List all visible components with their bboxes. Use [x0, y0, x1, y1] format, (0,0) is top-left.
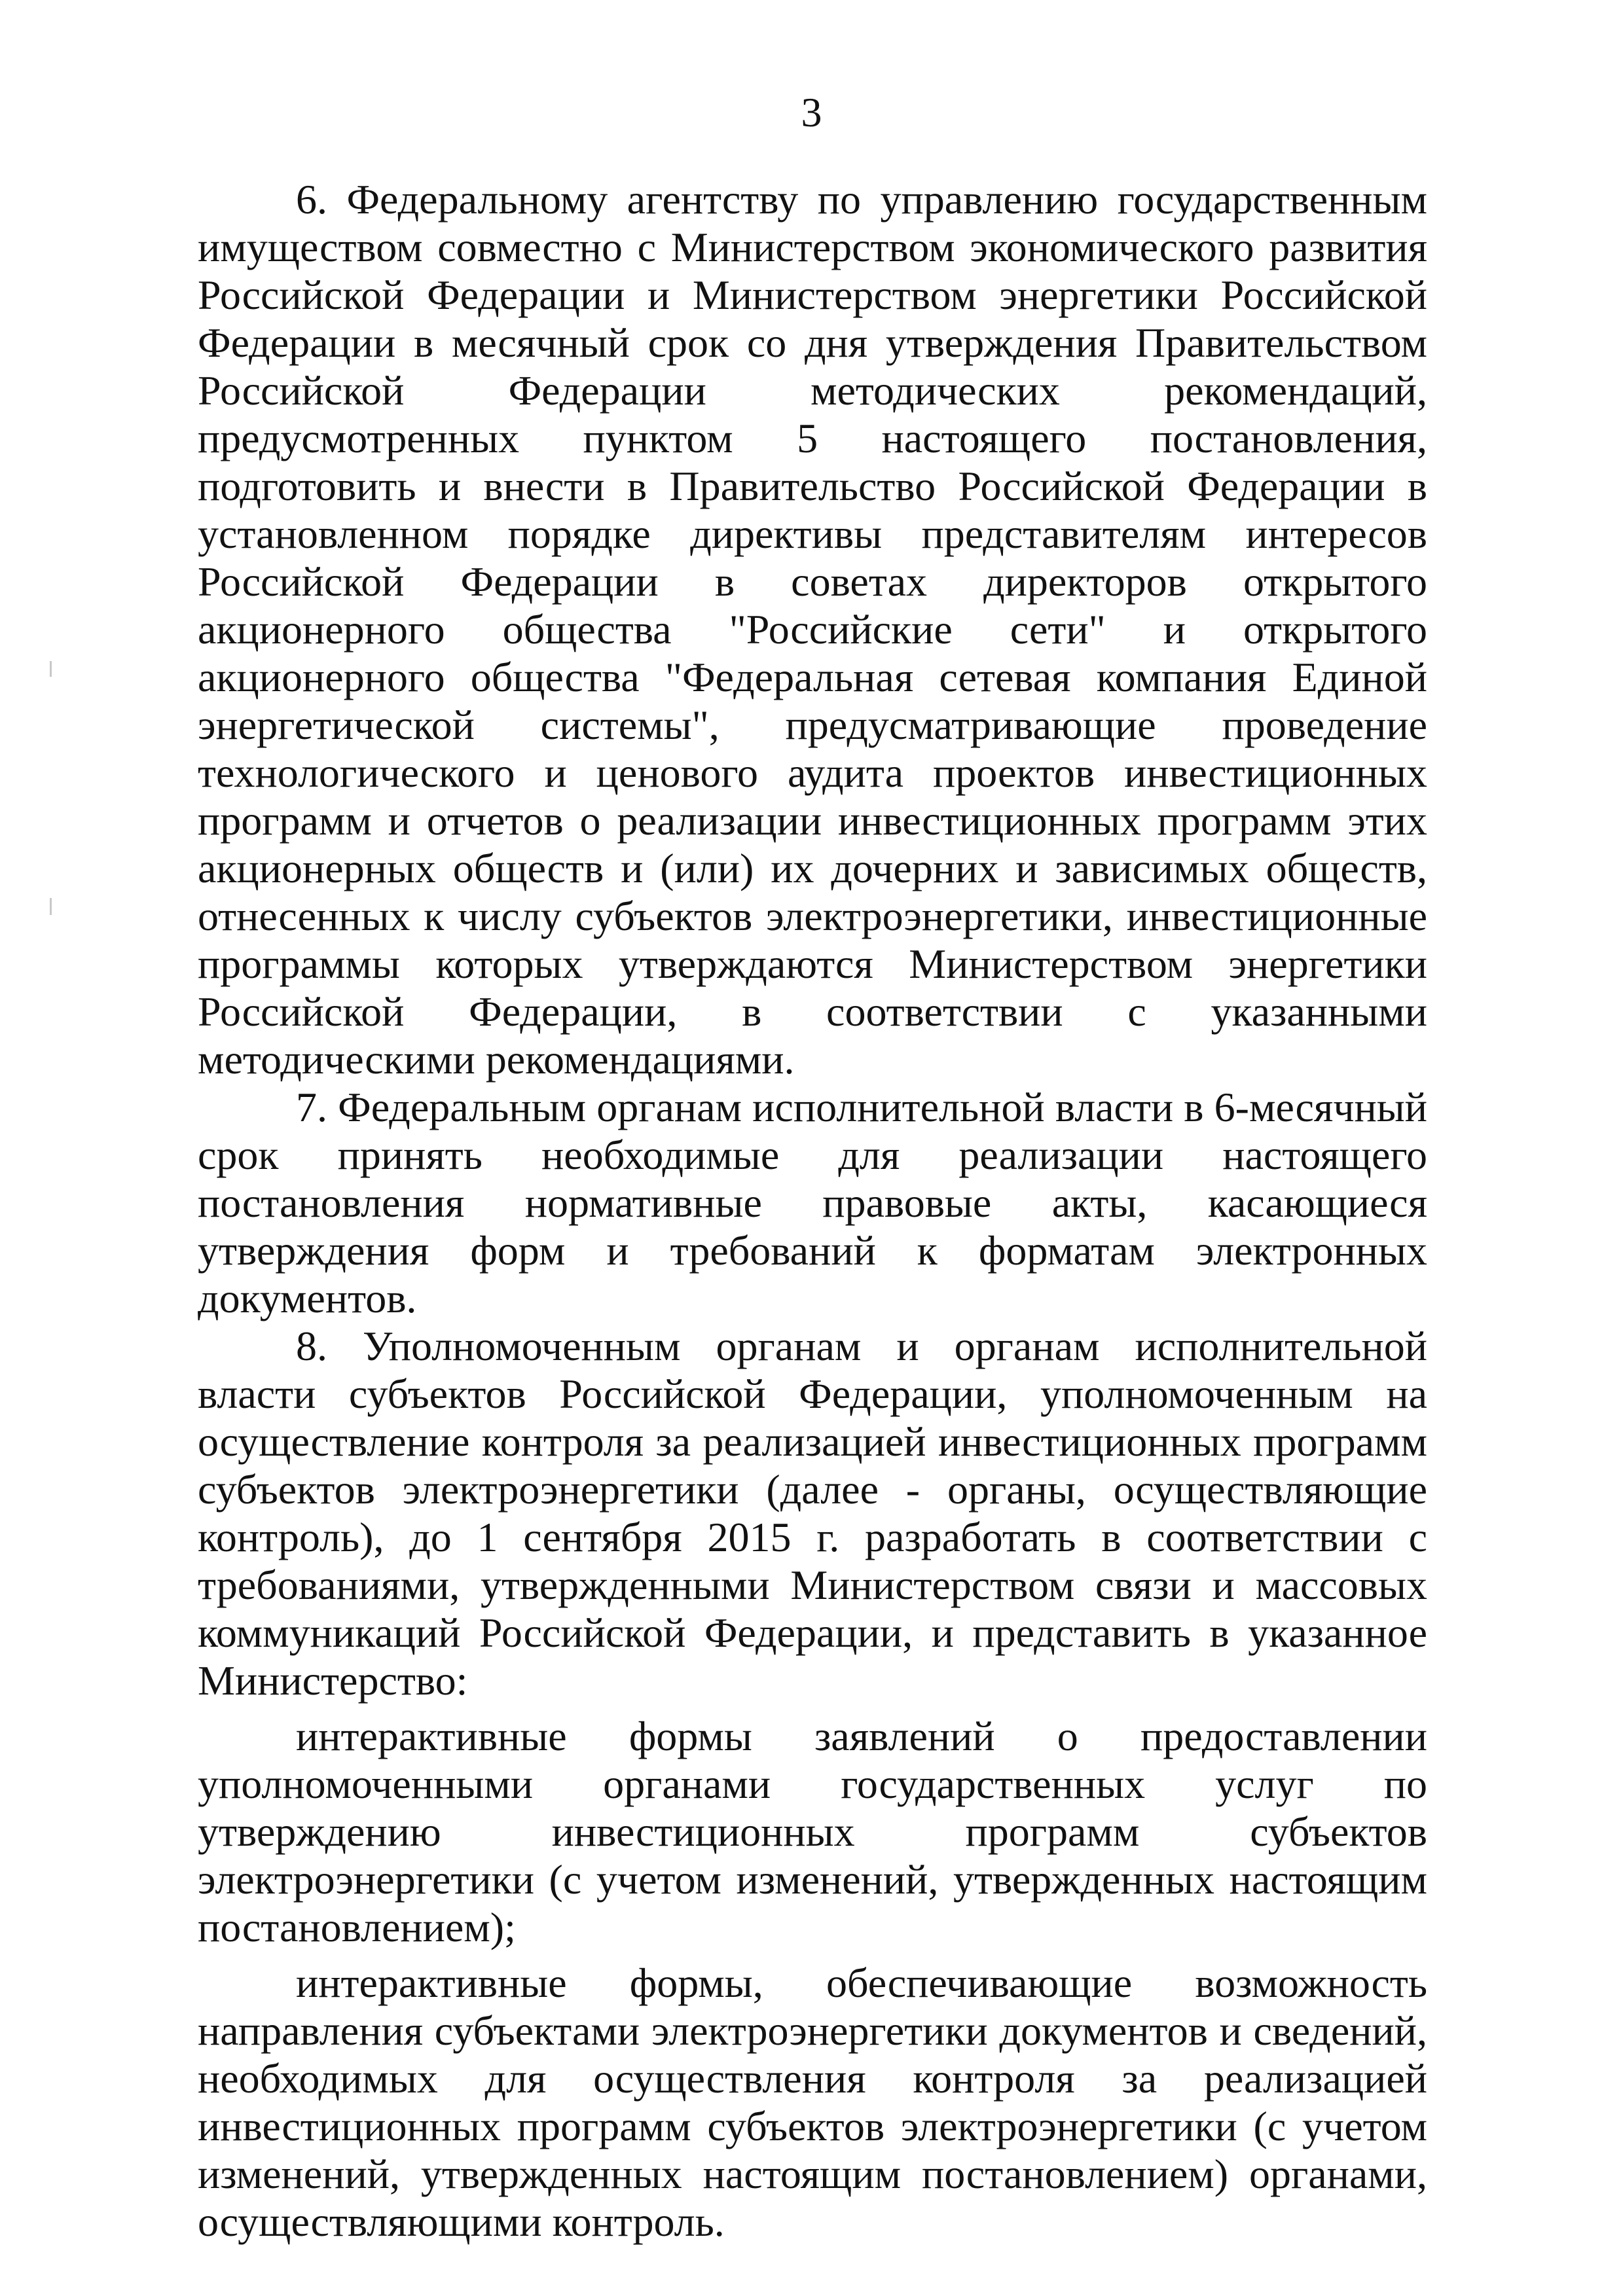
- paragraph-8-item-1: интерактивные формы заявлений о предоставлении уполномоченными органами государственных услуг по утверждению инвестиционных программ субъектов электроэнергетики (с учетом изменений, утвержденных настоящим постановлением);: [198, 1713, 1427, 1950]
- paragraph-6: 6. Федеральному агентству по управлению государственным имуществом совместно с Министерством экономического развития Российской Федерации и Министерством энергетики Российской Федерации в месячный срок со дня утверждения Правительством Российской Федерации методических рекомендаций, предусмотренных пунктом 5 настоящего постановления, подготовить и внести в Правительство Российской Федерации в установленном порядке директивы представителям интересов Российской Федерации в советах директоров открытого акционерного общества "Российские сети" и открытого акционерного общества "Федеральная сетевая компания Единой энергетической системы", предусматривающие проведение технологического и ценового аудита проектов инвестиционных программ и отчетов о реализации инвестиционных программ этих акционерных обществ и (или) их дочерних и зависимых обществ, отнесенных к числу субъектов электроэнергетики, инвестиционные программы которых утверждаются Министерством энергетики Российской Федерации, в соответствии с указанными методическими рекомендациями.: [198, 176, 1427, 1083]
- scan-mark: [50, 661, 52, 677]
- paragraph-8: 8. Уполномоченным органам и органам исполнительной власти субъектов Российской Федерации, уполномоченным на осуществление контроля за реализацией инвестиционных программ субъектов электроэнергетики (далее - органы, осуществляющие контроль), до 1 сентября 2015 г. разработать в соответствии с требованиями, утвержденными Министерством связи и массовых коммуникаций Российской Федерации, и представить в указанное Министерство:: [198, 1323, 1427, 1704]
- scan-mark: [50, 898, 52, 915]
- paragraph-8-item-2: интерактивные формы, обеспечивающие возможность направления субъектами электроэнергетики документов и сведений, необходимых для осуществления контроля за реализацией инвестиционных программ субъектов электроэнергетики (с учетом изменений, утвержденных настоящим постановлением) органами, осуществляющими контроль.: [198, 1960, 1427, 2245]
- page-number: 3: [801, 89, 822, 135]
- document-body: [198, 175, 1427, 2246]
- paragraph-7: 7. Федеральным органам исполнительной власти в 6-месячный срок принять необходимые для реализации настоящего постановления нормативные правовые акты, касающиеся утверждения форм и требований к форматам электронных документов.: [198, 1084, 1427, 1321]
